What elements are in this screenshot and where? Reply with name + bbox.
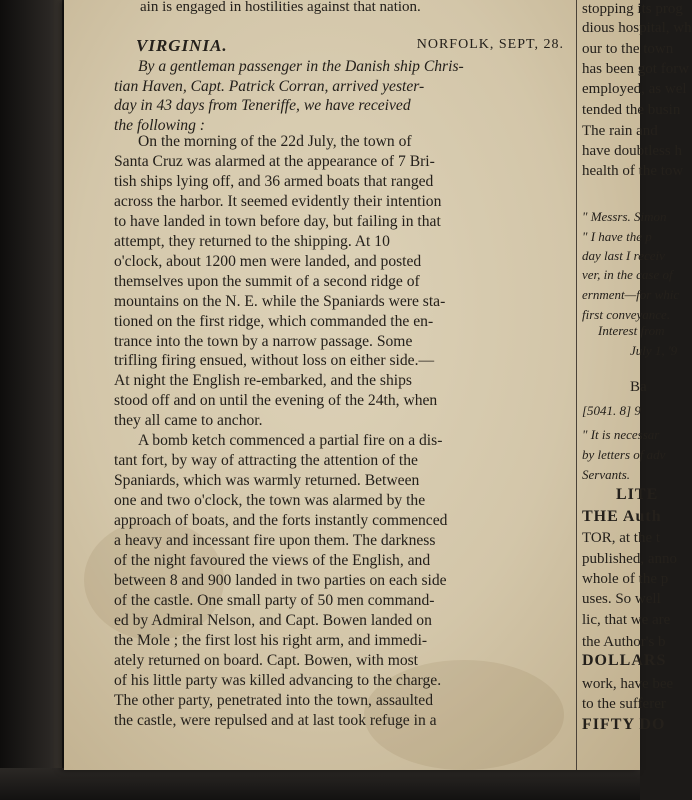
body-line: to have landed in town before day, but failing in that	[114, 212, 441, 230]
right-column-line: TOR, at the t	[582, 530, 661, 546]
body-line: of his little party was killed advancing to the charge.	[114, 671, 442, 689]
right-column-line: work, have bee	[582, 676, 674, 692]
background-bottom	[0, 768, 640, 800]
right-column-line: tended the busin	[582, 102, 681, 118]
right-column-line: stopping its prog	[582, 1, 683, 17]
body-line: tioned on the first ridge, which commanded the en-	[114, 312, 434, 330]
column-rule	[576, 0, 577, 770]
right-column-line: health of the tow	[582, 163, 684, 179]
dateline: NORFOLK, SEPT, 28.	[416, 37, 564, 52]
right-column-line: " Messrs. Simon	[582, 209, 667, 224]
right-column-line: dious hospital, wh	[582, 20, 692, 36]
right-column-line: by letters of adv	[582, 447, 666, 462]
body-line: the Mole ; the first lost his right arm, and immedi-	[114, 631, 428, 649]
right-column-line: to the sufferer	[582, 696, 666, 712]
right-column-line: has been got forw	[582, 61, 690, 77]
body-line: The other party, penetrated into the town, assaulted	[114, 691, 433, 709]
body-line: o'clock, about 1200 men were landed, and posted	[114, 252, 422, 270]
right-column-line: The rain and	[582, 123, 658, 139]
body-line: approach of boats, and the forts instantly commenced	[114, 512, 448, 530]
right-column-line: whole of the p	[582, 571, 669, 587]
article-heading	[114, 36, 572, 56]
right-column-line: July 1, '9	[630, 343, 678, 358]
body-line: of the castle. One small party of 50 men command-	[114, 591, 435, 609]
right-column-line: ernment—for whic	[582, 287, 680, 302]
right-column-line: uses. So well	[582, 591, 661, 607]
right-column-line: THE Auth	[582, 508, 662, 525]
body-line: between 8 and 900 landed in two parties on each side	[114, 571, 447, 589]
right-column-line: our to the town	[582, 41, 674, 57]
body-line: the castle, were repulsed and at last took refuge in a	[114, 711, 437, 729]
body-line: ately returned on board. Capt. Bowen, with most	[114, 651, 419, 669]
body-line: ed by Admiral Nelson, and Capt. Bowen landed on	[114, 611, 432, 629]
body-line: themselves upon the summit of a second ridge of	[114, 272, 420, 290]
right-column-line: LITE	[616, 486, 659, 503]
body-line: mountains on the N. E. while the Spaniards were sta-	[114, 292, 446, 310]
body-line: one and two o'clock, the town was alarmed by the	[114, 492, 426, 510]
body-line: At night the English re-embarked, and the ships	[114, 372, 412, 390]
right-column	[580, 0, 692, 770]
right-column-line: FIFTY DO	[582, 716, 666, 733]
right-column-line: Ba	[630, 379, 647, 395]
body-line: stood off and on until the evening of the 24th, when	[114, 392, 438, 410]
body-line: tish ships lying off, and 36 armed boats that ranged	[114, 172, 434, 190]
newspaper-page	[64, 0, 692, 770]
body-line: A bomb ketch commenced a partial fire on a dis-	[138, 432, 443, 450]
right-column-line: Servants.	[582, 467, 631, 482]
body-line: Santa Cruz was alarmed at the appearance of 7 Bri-	[114, 152, 435, 170]
top-line: ain is engaged in hostilities against that nation.	[140, 0, 421, 15]
right-column-line: have doubtless h	[582, 143, 682, 159]
right-column-line: ver, in the case of	[582, 267, 673, 282]
body-line: attempt, they returned to the shipping. At 10	[114, 232, 390, 250]
right-column-line: the Author's b	[582, 634, 666, 650]
right-column-line: Interest from	[598, 323, 665, 338]
body-line: Spaniards, which was warmly returned. Between	[114, 472, 420, 490]
right-column-line: lic, that we are	[582, 612, 671, 628]
body-line: trance into the town by a narrow passage. Some	[114, 332, 413, 350]
body-line: tant fort, by way of attracting the attention of the	[114, 452, 418, 470]
right-column-line: day last I receiv	[582, 248, 665, 263]
intro-line: tian Haven, Capt. Patrick Corran, arrived yester-	[114, 77, 425, 95]
left-column	[114, 0, 572, 770]
right-column-line: " I have the p	[582, 229, 652, 244]
body-line: a heavy and incessant fire upon them. The darkness	[114, 532, 436, 549]
right-column-line: employed, as wel	[582, 81, 687, 97]
body-line: On the morning of the 22d July, the town of	[138, 133, 412, 150]
body-line: they all came to anchor.	[114, 412, 263, 430]
right-column-line: [5041. 8] 9	[582, 403, 641, 418]
background-left	[0, 0, 62, 800]
intro-line: By a gentleman passenger in the Danish ship Chris-	[138, 58, 464, 75]
body-line: trifling firing ensued, without loss on either side.—	[114, 352, 435, 370]
right-column-line: DOLLARS	[582, 652, 667, 669]
state-heading: VIRGINIA.	[136, 36, 228, 55]
intro-line: day in 43 days from Teneriffe, we have received	[114, 97, 411, 115]
body-line: of the night favoured the views of the English, and	[114, 551, 431, 569]
body-line: across the harbor. It seemed evidently their intention	[114, 192, 442, 210]
right-column-line: first conveyance.	[582, 307, 671, 322]
right-column-line: " It is necessar	[582, 427, 660, 442]
right-column-line: published, anno	[582, 551, 677, 567]
intro-line: the following :	[114, 116, 205, 134]
